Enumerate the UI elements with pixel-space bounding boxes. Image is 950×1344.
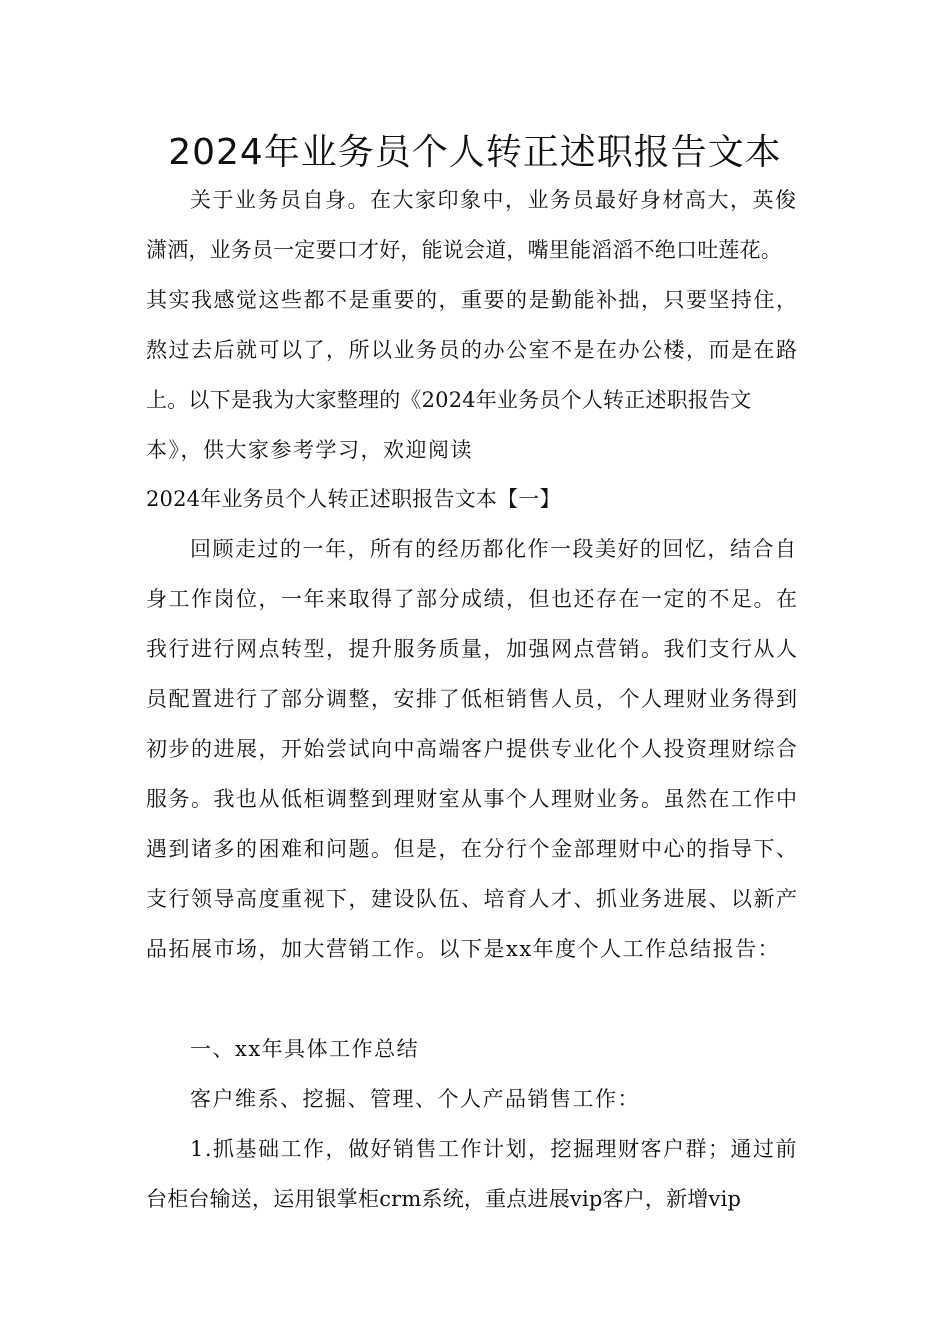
paragraph-line: 品拓展市场，加大营销工作。以下是xx年度个人工作总结报告：: [146, 937, 781, 961]
paragraph-line: 客户维系、挖掘、管理、个人产品销售工作：: [190, 1087, 640, 1111]
paragraph-line: 员配置进行了部分调整，安排了低柜销售人员，个人理财业务得到: [146, 687, 799, 711]
paragraph-line: 回顾走过的一年，所有的经历都化作一段美好的回忆，结合自: [190, 537, 798, 561]
paragraph-line: 潇洒，业务员一定要口才好，能说会道，嘴里能滔滔不绝口吐莲花。: [146, 238, 782, 262]
paragraph-line: 我行进行网点转型，提升服务质量，加强网点营销。我们支行从人: [146, 637, 799, 661]
list-item-line: 台柜台输送，运用银掌柜crm系统，重点进展vip客户，新增vip: [146, 1187, 742, 1211]
paragraph-line: 支行领导高度重视下，建设队伍、培育人才、抓业务进展、以新产: [146, 887, 799, 911]
paragraph-line: 初步的进展，开始尝试向中高端客户提供专业化个人投资理财综合: [146, 737, 799, 761]
document-title: 2024年业务员个人转正述职报告文本: [168, 132, 782, 173]
paragraph-line: 熬过去后就可以了，所以业务员的办公室不是在办公楼，而是在路: [146, 338, 799, 362]
paragraph-line: 遇到诸多的困难和问题。但是，在分行个金部理财中心的指导下、: [146, 837, 799, 861]
subsection-heading: 一、xx年具体工作总结: [190, 1037, 420, 1061]
section-heading: 2024年业务员个人转正述职报告文本【一】: [146, 487, 561, 511]
paragraph-line: 上。以下是我为大家整理的《2024年业务员个人转正述职报告文: [146, 388, 752, 412]
paragraph-line: 其实我感觉这些都不是重要的，重要的是勤能补拙，只要坚持住，: [146, 288, 799, 312]
list-item-line: 1.抓基础工作，做好销售工作计划，挖掘理财客户群；通过前: [190, 1137, 799, 1161]
paragraph-line: 关于业务员自身。在大家印象中，业务员最好身材高大，英俊: [190, 188, 798, 212]
paragraph-line: 身工作岗位，一年来取得了部分成绩，但也还存在一定的不足。在: [146, 587, 799, 611]
paragraph-line: 本》，供大家参考学习，欢迎阅读: [146, 438, 473, 462]
paragraph-line: 服务。我也从低柜调整到理财室从事个人理财业务。虽然在工作中: [146, 787, 799, 811]
